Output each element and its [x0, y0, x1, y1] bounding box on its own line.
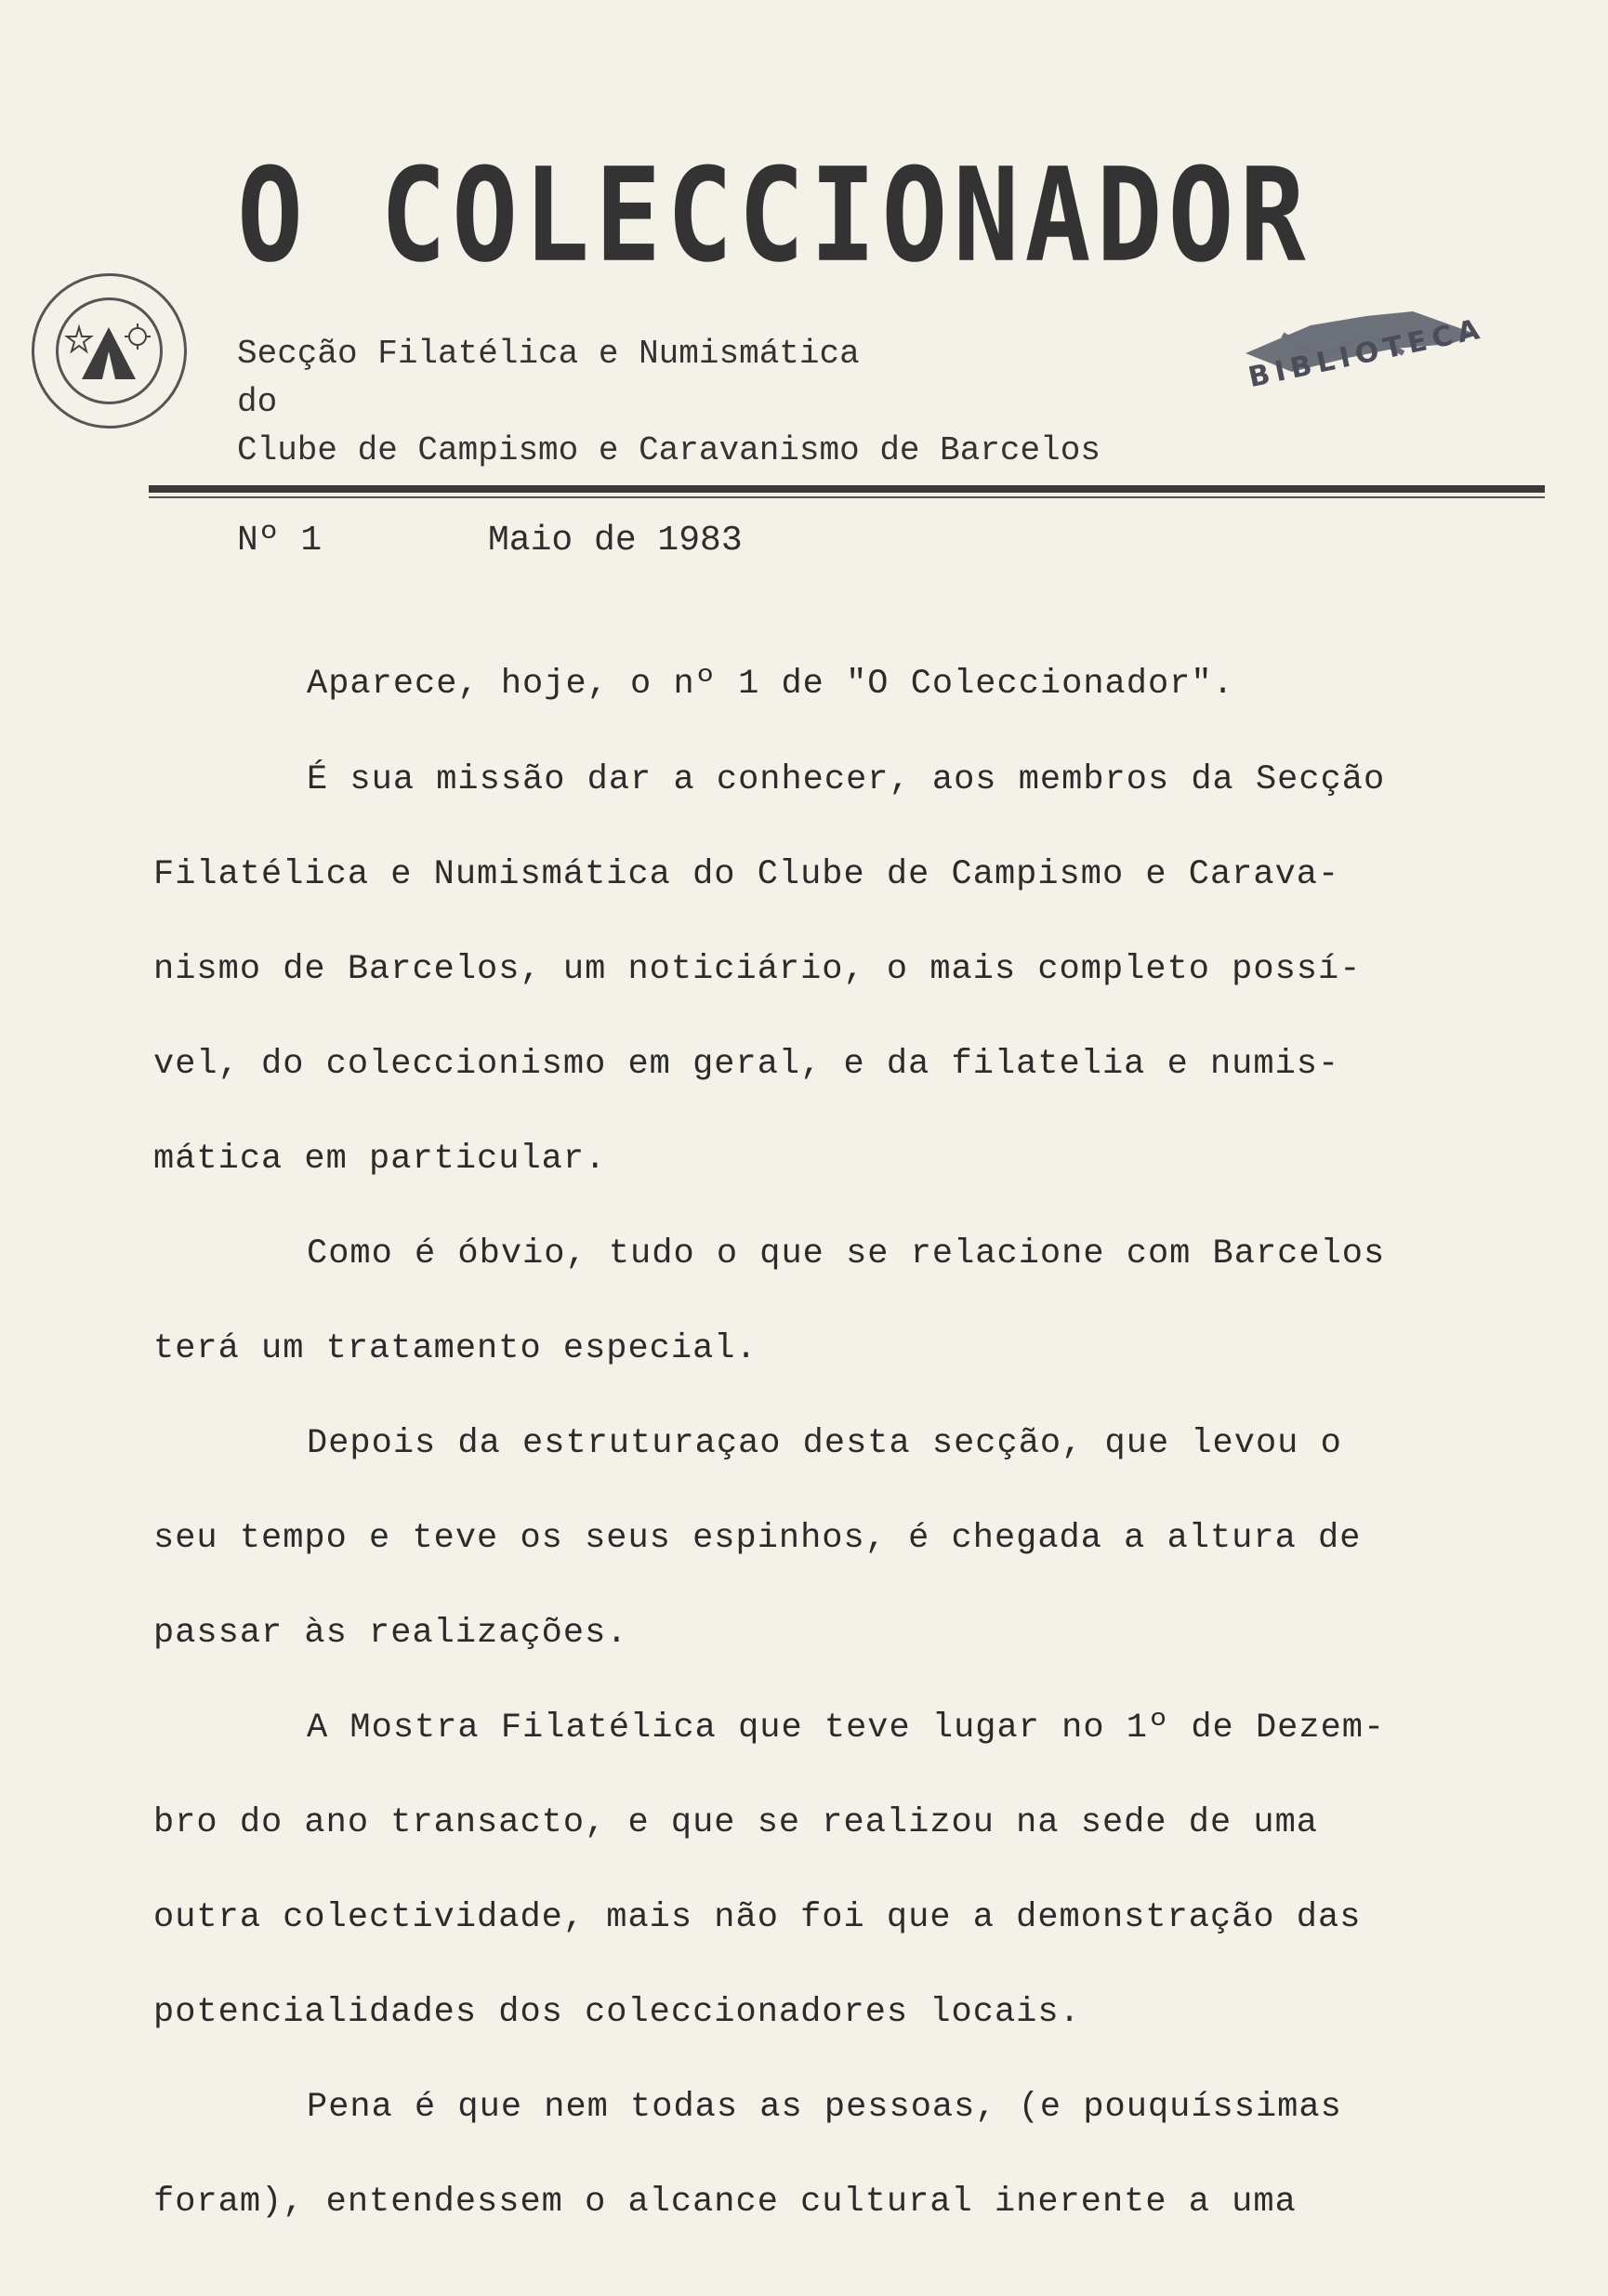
body-line: foram), entendessem o alcance cultural inerente a uma — [153, 2183, 1297, 2222]
header-rule — [149, 485, 1545, 493]
masthead-subtitle — [237, 330, 1101, 475]
issue-date: Maio de 1983 — [488, 521, 743, 561]
masthead-title: O COLECCIONADOR — [237, 139, 1311, 291]
body-line: terá um tratamento especial. — [153, 1329, 758, 1368]
subtitle-line-do: do — [237, 383, 278, 421]
body-line: seu tempo e teve os seus espinhos, é chegada a altura de — [153, 1519, 1362, 1558]
subtitle-line-section: Secção Filatélica e Numismática — [237, 335, 860, 373]
header-rule-thin — [149, 496, 1545, 498]
body-line: A Mostra Filatélica que teve lugar no 1º de Dezem- — [307, 1709, 1386, 1748]
body-line: potencialidades dos coleccionadores locais. — [153, 1993, 1081, 2032]
body-line: bro do ano transacto, e que se realizou na sede de uma — [153, 1803, 1318, 1842]
body-line: Filatélica e Numismática do Clube de Campismo e Carava- — [153, 855, 1340, 894]
body-line: nismo de Barcelos, um noticiário, o mais completo possí- — [153, 950, 1362, 989]
library-stamp-text: BIBLIOTECA — [1246, 312, 1488, 395]
body-line: Como é óbvio, tudo o que se relacione com Barcelos — [307, 1234, 1386, 1273]
body-line: Pena é que nem todas as pessoas, (e pouquíssimas — [307, 2088, 1342, 2127]
body-line: outra colectividade, mais não foi que a demonstração das — [153, 1898, 1362, 1937]
body-line: vel, do coleccionismo em geral, e da filatelia e numis- — [153, 1045, 1340, 1084]
issue-number: Nº 1 — [237, 521, 323, 561]
club-seal-icon — [28, 270, 191, 432]
body-line: mática em particular. — [153, 1140, 607, 1179]
subtitle-line-club: Clube de Campismo e Caravanismo de Barcelos — [237, 431, 1101, 469]
body-line: Aparece, hoje, o nº 1 de "O Coleccionador". — [307, 665, 1234, 704]
body-line: É sua missão dar a conhecer, aos membros da Secção — [307, 760, 1386, 799]
body-line: Depois da estruturaçao desta secção, que levou o — [307, 1424, 1342, 1463]
body-line: passar às realizações. — [153, 1614, 628, 1653]
